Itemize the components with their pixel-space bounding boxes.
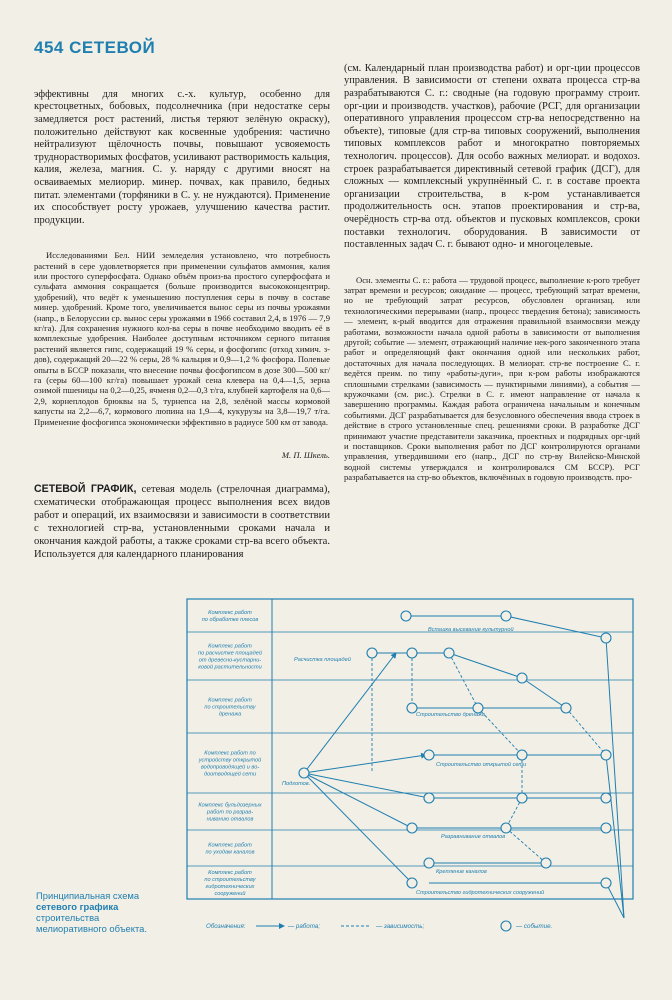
label-canal-care: Крепление каналов [436, 869, 487, 875]
diagram-row-label: от древесно-кустарни- [198, 657, 262, 664]
caption-bold: сетевого графика [36, 901, 119, 912]
diagram-row-label: по обработке плесов [201, 617, 259, 623]
legend-dependency: — зависимость; [376, 923, 425, 930]
diagram-row-label: Комплекс работ [208, 842, 252, 849]
label-open-network: Строительство открытой сети [436, 762, 527, 768]
page-header [34, 38, 155, 58]
left-paragraph-1: эффективны для многих с.-х. культур, особенно для крестоцветных, бобовых, подсолнечника (при недостатке серы замедляется рост растений, листья теряют зелёную окраску), положительно действуют как косвенные удобрения: частично нейтрализуют щёлочность почвы, повышают усвояемость труднорастворимых фосфатов, усиливают растворимость кальция, калия, железа, магния. С. у. наряду с другими вносят на осваиваемых мелиорир. минер. почвах, как правило, бедных питат. элементами (торфяники в С. у. не нуждаются). Применение их способствует росту урожаев, улучшению качества растит. продукции. [34, 88, 333, 226]
label-spreading: Разравнивание отвалов [441, 834, 506, 840]
diagram-row-label: сооружений [214, 891, 246, 897]
caption-post: строительства мелиоративного объекта. [36, 912, 147, 934]
label-structures: Строительство гидротехнических сооружений [416, 890, 545, 896]
legend-title: Обозначения: [206, 923, 246, 930]
label-drainage: Строительство дренажа [416, 712, 486, 718]
diagram-row-label: Комплекс работ [208, 610, 252, 616]
entry-term: СЕТЕВОЙ ГРАФИК, [34, 483, 137, 496]
diagram-row-label: доотводящей сети [203, 771, 257, 778]
label-plowing: Вспашка высевание культурной [428, 627, 514, 633]
diagram-row-label: водопроводящей и во- [200, 764, 260, 771]
diagram-row-label: ниванию отвалов [206, 816, 254, 823]
legend-work: — работа; [288, 923, 320, 930]
diagram-row-label: работ по разрав- [206, 809, 254, 816]
label-clearing: Расчистка площадей [294, 657, 351, 663]
entry-text: сетевая модель (стрелочная диаграмма), схематически отображающая процесс выполнения всех видов работ и операций, их взаимосвязи и зависимости в соответствии с технологией стр-ва, установленными сроками начала и окончания каждой работы, а также сроками стр-ва всего объекта. Используется для календарного планирования [34, 484, 333, 560]
running-head: СЕТЕВОЙ [69, 38, 156, 57]
right-paragraph-1: (см. Календарный план производства работ) и орг-ции процессов управления. В зависимости от степени охвата процесса стр-ва разрабатываются С. г.: сводные (на годовую программу строит. орг-ции и производств. участков), рабочие (РСГ, для организации оперативного управления процессом стр-ва непосредственно на объекте), типовые (для стр-ва типовых сооружений, выполнения типовых комплексов работ и многократно повторяемых технологич. процессов). Для особо важных мелиорат. и водохоз. строек разрабатывается директивный сетевой график (ДСГ), для сложных — комплексный укрупнённый С. г. в составе проекта организации строительства, в к-ром устанавливается продолжительность осн. этапов проектирования и стр-ва, очерёдность стр-ва отд. объектов и пусковых комплексов, сроки поставки технологич. оборудования. В зависимости от поставленных задач С. г. бывают одно- и многоцелевые. [344, 62, 643, 251]
left-paragraph-2: Исследованиями Бел. НИИ земледелия установлено, что потребность растений в сере удовлетворяется при применении сульфатов аммония, калия или простого суперфосфата. Однако объём произ-ва простого суперфосфата и сульфата аммония сокращается (больше производится высококонцентрир. удобрений), что ведёт к уменьшению поступления серы в почву в составе минер. удобрений. Кроме того, увеличивается вынос серы из почвы урожаями (напр., в Белоруссии ср. вынос серы урожаями в 1966 составил 2,4, в 1976 — 7,9 кг/га). Для сохранения нужного кол-ва серы в почве необходимо вводить её в комплексные удобрения. Наиболее доступным источником серного питания растений является гипс, содержащий 19 % серы, и фосфогипс (отход химич. з-дов), содержащий 20—22 % серы, 28 % кальция и 0,9—1,2 % фосфора. Полевые опыты в БССР показали, что внесение почвы фосфогипсом в дозе 300—500 кг/га (серы 60—100 кг/га) повышает урожай сена клевера на 0,4—1,5, зерна озимой пшеницы на 0,2—0,25, ячменя 0,2—0,3 т/га, клубней картофеля на 0,6—2,9, корнеплодов брюквы на 5, турнепса на 2,8, зелёной массы кормовой капусты на 2,2—6,7, кормового люпина на 1,9—4, кукурузы на 3,8—19,7 т/га. Применение фосфогипса экономически эффективно в радиусе 500 км от завода. [34, 250, 333, 427]
diagram-row-label: Комплекс работ [208, 870, 252, 876]
article-author: М. П. Шкель. [281, 449, 330, 460]
diagram-row-label: устройству открытой [198, 757, 262, 764]
caption-pre: Принципиальная схема [36, 890, 140, 901]
diagram-row-label: по уходам каналов [205, 849, 255, 856]
network-diagram-svg [186, 598, 634, 944]
diagram-row-label: по строительству [204, 877, 256, 883]
diagram-row-label: Комплекс бульдозерных [198, 802, 262, 809]
diagram-row-label: гидротехнических [205, 884, 255, 890]
right-column [344, 40, 643, 494]
page-number: 454 [34, 38, 64, 57]
diagram-row-label: Комплекс работ [208, 697, 252, 704]
diagram-row-label: Комплекс работ [208, 643, 252, 650]
label-preparatory: Подготов. [282, 781, 311, 787]
diagram-row-label: дренажа [218, 711, 242, 718]
network-diagram [186, 598, 634, 944]
diagram-row-label: по строительству [204, 704, 256, 711]
diagram-row-label: ковой растительности [198, 664, 262, 671]
diagram-row-label: по расчистке площадей [198, 650, 262, 657]
left-column [34, 66, 333, 573]
legend-event: — событие. [516, 923, 553, 930]
diagram-row-label: Комплекс работ по [204, 750, 256, 757]
right-paragraph-2: Осн. элементы С. г.: работа — трудовой процесс, выполнение к-рого требует затрат времени и ресурсов; ожидание — процесс, требующий затрат времени, но не требующий затрат ресурсов, обусловлен организац. или технологическими перерывами (напр., процесс твердения бетона); зависимость — элемент, к-рый вводится для отражения правильной взаимосвязи между работами, возможности начала одной работы в зависимости от выполнения другой; событие — элемент, отражающий наличие нек-рого законченного этапа работ и определяющий факт окончания одной или нескольких работ, достаточных для начала последующих. В мелиорат. стр-ве построение С. г. ведётся преим. по типу «работы-дуги», при к-ром работы изображаются сплошными стрелками (зависимость — пунктирными линиями), а события — кружочками (см. рис.). Стрелки в С. г. имеют направление от начала к завершению программы. Каждая работа ограничена начальным и конечным событиями. ДСГ разрабатывается для безусловного обеспечения ввода строек в действие в строго установленные спец. решениями сроки. В разработке ДСГ принимают участие представители заказчика, проектных и подрядных орг-ций и поставщиков. Сроки выполнения работ по ДСГ контролируются органами управления, утвердившими его (напр., ДСГ по стр-ву Вилейско-Минской водной системы утверждался и контролировался СМ БССР). РСГ разрабатывается на стр-во объектов, включённых в годовую производств. про- [344, 274, 643, 483]
figure-caption [36, 890, 166, 934]
